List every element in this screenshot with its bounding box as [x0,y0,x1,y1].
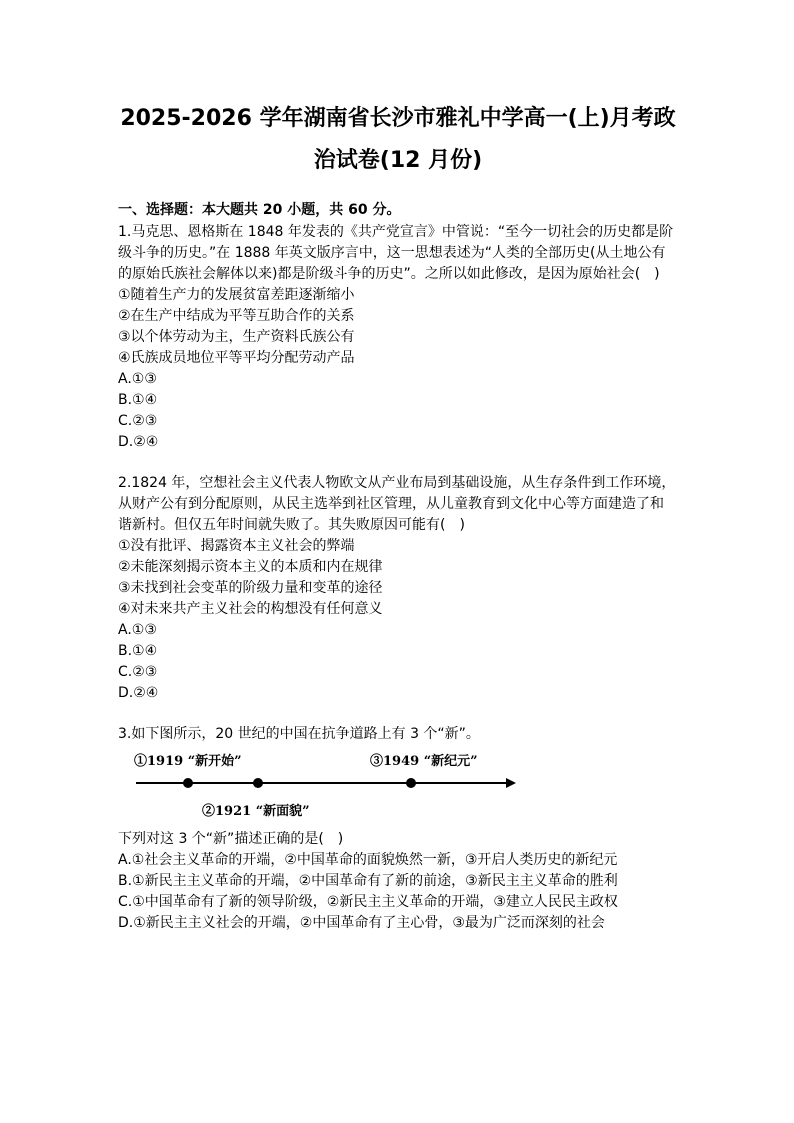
timeline-label-1921: ②1921 “新面貌” [202,804,310,819]
section-header: 一、选择题：本大题共 20 小题，共 60 分。 [118,202,401,218]
timeline-dot-1949 [406,778,416,788]
question-2-statement-3: ③未找到社会变革的阶级力量和变革的途径 [118,580,383,596]
question-3-option-d: D.①新民主主义社会的开端，②中国革命有了主心骨，③最为广泛而深刻的社会 [118,915,605,931]
exam-content [118,200,676,934]
question-1-option-c: C.②③ [118,413,158,429]
question-1-option-d: D.②④ [118,434,159,450]
timeline-dot-1921 [253,778,263,788]
question-2-statement-1: ①没有批评、揭露资本主义社会的弊端 [118,538,355,554]
timeline-figure [134,751,534,825]
question-1-option-a: A.①③ [118,371,157,387]
timeline-label-1919: ①1919 “新开始” [134,754,242,769]
question-3-option-a: A.①社会主义革命的开端，②中国革命的面貌焕然一新，③开启人类历史的新纪元 [118,852,618,868]
question-1 [118,222,676,453]
question-1-statement-4: ④氏族成员地位平等平均分配劳动产品 [118,350,355,366]
exam-title [118,98,678,182]
question-1-option-b: B.①④ [118,392,158,408]
question-2-statement-4: ④对未来共产主义社会的构想没有任何意义 [118,601,383,617]
question-3-stem: 3.如下图所示，20 世纪的中国在抗争道路上有 3 个“新”。 [118,726,480,742]
question-2-option-a: A.①③ [118,622,157,638]
question-2-option-c: C.②③ [118,664,158,680]
question-2-option-b: B.①④ [118,643,158,659]
exam-title-line1: 2025-2026 学年湖南省长沙市雅礼中学高一(上)月考政 [120,106,676,131]
question-2 [118,473,676,704]
question-3 [118,724,676,934]
timeline-dot-1919 [183,778,193,788]
question-2-option-d: D.②④ [118,685,159,701]
question-2-statement-2: ②未能深刻揭示资本主义的本质和内在规律 [118,559,383,575]
question-1-statement-3: ③以个体劳动为主，生产资料氏族公有 [118,329,355,345]
timeline-axis [134,751,534,825]
question-1-statement-2: ②在生产中结成为平等互助合作的关系 [118,308,355,324]
question-1-stem: 1.马克思、恩格斯在 1848 年发表的《共产党宣言》中管说：“至今一切社会的历史都是阶级斗争的历史。”在 1888 年英文版序言中，这一思想表述为“人类的全部历史(从土地公有的原始氏族社会解体以来)都是阶级斗争的历史”。之所以如此修改，是因为原始社会( ) [118,224,674,282]
question-3-option-b: B.①新民主主义革命的开端，②中国革命有了新的前途，③新民主主义革命的胜利 [118,873,618,889]
exam-title-line2: 治试卷(12 月份) [313,148,483,173]
timeline-label-1949: ③1949 “新纪元” [370,754,478,769]
question-3-option-c: C.①中国革命有了新的领导阶级，②新民主主义革命的开端，③建立人民民主政权 [118,894,618,910]
timeline-arrow-icon [506,778,516,788]
question-3-prompt: 下列对这 3 个“新”描述正确的是( ) [118,831,344,847]
question-2-stem: 2.1824 年，空想社会主义代表人物欧文从产业布局到基础设施，从生存条件到工作环境，从财产公有到分配原则，从民主选举到社区管理，从儿童教育到文化中心等方面建造了和谐新村。但仅五年时间就失败了。其失败原因可能有( ) [118,475,676,533]
question-1-statement-1: ①随着生产力的发展贫富差距逐渐缩小 [118,287,355,303]
